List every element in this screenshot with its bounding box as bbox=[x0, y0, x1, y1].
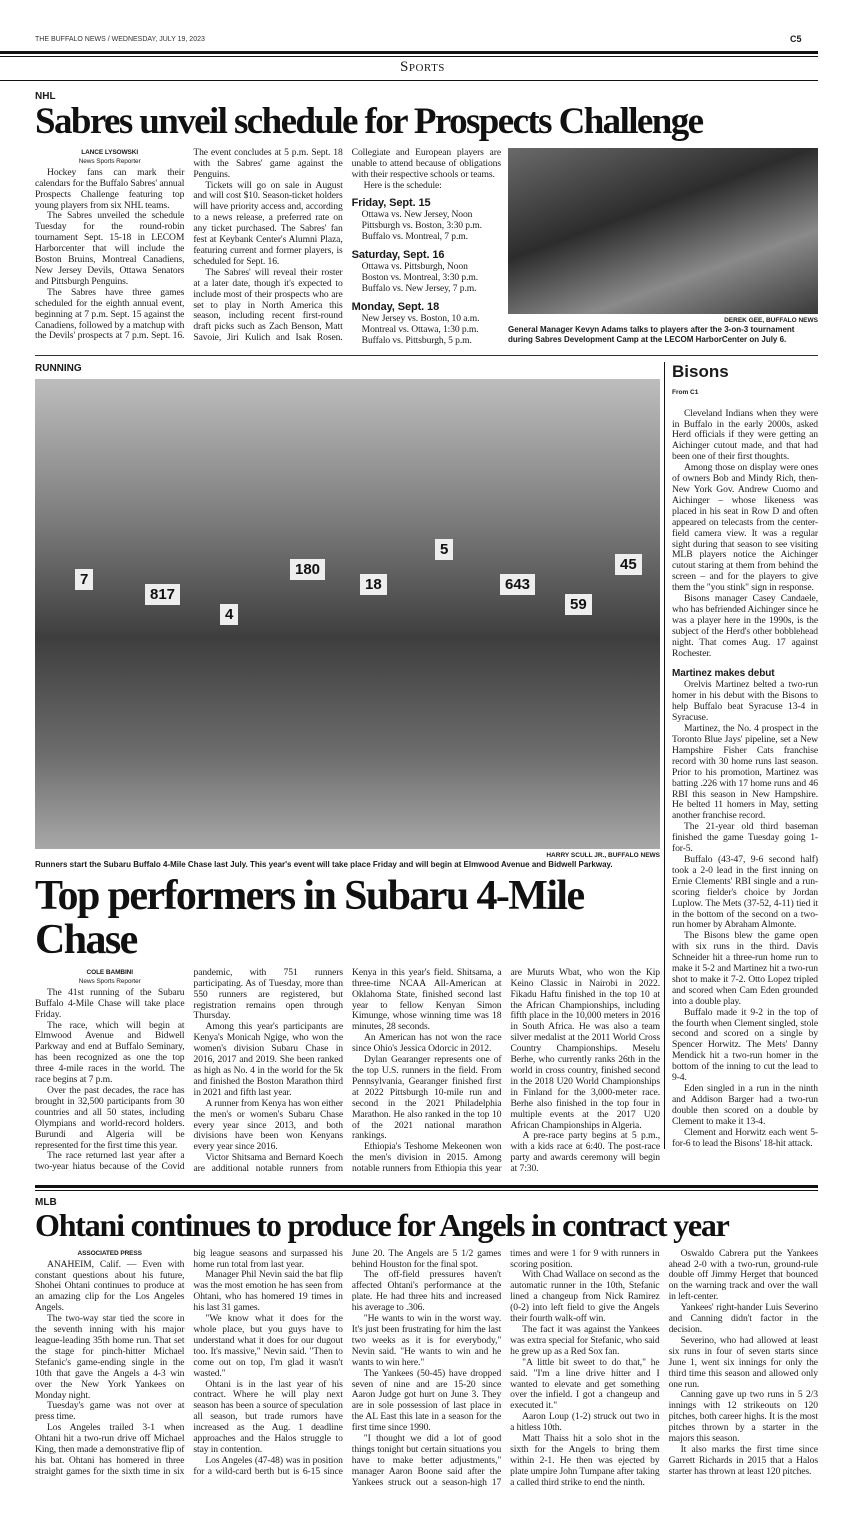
running-story bbox=[35, 362, 660, 1175]
schedule-game: Ottawa vs. New Jersey, Noon bbox=[361, 209, 473, 221]
paragraph: Among those on display were ones of owners Bob and Mindy Rich, then-New York Gov. Andrew Cuomo and Aichinger – whose likeness was placed in his seat in Row D and often appeared on telecasts from the center-field camera view. It was a regular sight during that season to see visiting MLB players notice the Aichinger cutout staring at them from behind the screen – and for the players to give them the "you stink" sign in response. bbox=[672, 462, 818, 594]
photo-credit: DEREK GEE, BUFFALO NEWS bbox=[724, 316, 818, 324]
header-rule bbox=[0, 51, 818, 57]
sabres-headline: Sabres unveil schedule for Prospects Challenge bbox=[35, 101, 703, 142]
author-title: News Sports Reporter bbox=[78, 977, 141, 985]
paragraph: Martinez, the No. 4 prospect in the Toronto Blue Jays' pipeline, set a New Hampshire Fisher Cats franchise record with 30 home runs last season. Prior to his promotion, Martinez was batting .226 with 17 home runs and 46 RBI this season in New Hampshire. He belted 11 homers in May, setting another franchise record. bbox=[672, 723, 818, 822]
paragraph: Hockey fans can mark their calendars for the Buffalo Sabres' annual Prospects Challenge featuring top young players from six NHL teams. bbox=[35, 166, 185, 211]
paragraph: Orelvis Martinez belted a two-run homer in his debut with the Bisons to help Buffalo beat Syracuse 13-4 in Syracuse. bbox=[672, 679, 818, 724]
jump-line: From C1 bbox=[672, 388, 699, 396]
paragraph: The fact it was against the Yankees was extra special for Stefanic, who said he grew up as a Red Sox fan. bbox=[510, 1323, 660, 1357]
paragraph: ANAHEIM, Calif. — Even with constant questions about his future, Shohei Ohtani continues to produce at an amazing clip for the Los Angeles Angels. bbox=[35, 1258, 185, 1314]
divider bbox=[35, 1185, 818, 1191]
dateline: THE BUFFALO NEWS / WEDNESDAY, JULY 19, 2023 bbox=[35, 36, 205, 43]
schedule-game: Buffalo vs. Montreal, 7 p.m. bbox=[361, 231, 468, 243]
paragraph: Among this year's participants are Kenya's Monicah Ngige, who won the women's division Subaru Chase in 2016, 2017 and 2019. She been ranked as high as No. 4 in the world for the 5k and finished the Boston Marathon third in 2021 and fifth last year. bbox=[193, 1021, 343, 1098]
schedule-game: Buffalo vs. Pittsburgh, 5 p.m. bbox=[361, 334, 472, 346]
author: LANCE LYSOWSKI bbox=[81, 148, 139, 156]
paragraph: "A little bit sweet to do that," he said. "I'm a line drive hitter and I wanted to elevate and get something over the infield. I got a changeup and executed it." bbox=[510, 1356, 660, 1412]
paragraph: Bisons manager Casey Candaele, who has befriended Aichinger since he was a player here in the 1990s, is the subject of the Herd's other bobblehead night. That comes Aug. 17 against Rochester. bbox=[672, 593, 818, 659]
paragraph: The race returned last year after a two-year hiatus because of the Covid pandemic, with 751 runners participating. As of Tuesday, more than 550 runners are registered, but registration remains open through Thursday. bbox=[35, 966, 343, 1173]
divider bbox=[35, 355, 818, 356]
paragraph: Canning gave up two runs in 5 2/3 innings with 12 strikeouts on 120 pitches, both career highs. It is the most pitches thrown by a starter in the majors this season. bbox=[668, 1389, 818, 1445]
paragraph: The Sabres unveiled the schedule Tuesday for the round-robin tournament Sept. 15-18 in LECOM Harborcenter that will include the Boston Bruins, Montreal Canadiens, New Jersey Devils, Ottawa Senators and Pittsburgh Penguins. bbox=[35, 210, 185, 287]
sabres-kicker: NHL bbox=[35, 91, 56, 102]
page-content bbox=[35, 90, 818, 1489]
paragraph: Ethiopia's Teshome Mekeonen won the men's division in 2015. Among notable runners from Ethiopia this year are Muruts Wbat, who won the Kip Keino Classic in Nairobi in 2022. Fikadu Haftu finished in the top 10 at the African Championships, including fifth place in the 10,000 meters in 2016 in South Africa. He was also a team silver medalist at the 2011 World Cross Country Championships. Meselu Berhe, who currently ranks 26th in the world in cross country, finished second in the 2018 U20 World Championships in Finland for the 3,000-meter race. Berhe also finished in the top four in multiple events at the 2017 U20 African Championships in Algeria. bbox=[352, 966, 660, 1175]
schedule bbox=[352, 197, 501, 346]
paragraph: An American has not won the race since Ohio's Jessica Odorcic in 2012. bbox=[352, 1032, 502, 1055]
schedule-game: Montreal vs. Ottawa, 1:30 p.m. bbox=[361, 323, 479, 335]
paragraph: Here is the schedule: bbox=[363, 179, 442, 191]
paragraph: Over the past decades, the race has brought in 32,500 participants from 30 countries and all 50 states, including Olympians and world-record holders. Burundi and Algeria will be represented for the first time this year. bbox=[35, 1084, 185, 1151]
paragraph: Los Angeles (47-48) was in position for a wild-card berth but is 6-15 since June 20. The Angels are 5 1/2 games behind Houston for the final spot. bbox=[193, 1247, 502, 1477]
photo-caption: Runners start the Subaru Buffalo 4-Mile Chase last July. This year's event will take place Friday and will begin at Elmwood Avenue and Bidwell Parkway. bbox=[35, 859, 613, 869]
photo-credit: HARRY SCULL JR., BUFFALO NEWS bbox=[546, 851, 660, 859]
runner-bib: 817 bbox=[145, 584, 180, 605]
paragraph: Oswaldo Cabrera put the Yankees ahead 2-0 with a two-run, ground-rule double off Jimmy Herget that bounced on the warning track and over the wall in left-center. bbox=[668, 1247, 818, 1303]
runner-bib: 59 bbox=[565, 594, 592, 615]
photo-caption: General Manager Kevyn Adams talks to players after the 3-on-3 tournament during Sabres Development Camp at the LECOM HarborCenter on July 6. bbox=[508, 324, 795, 344]
paragraph: The two-way star tied the score in the seventh inning with his major league-leading 35th home run. That set the stage for pinch-hitter Michael Stefanic's game-ending single in the 10th that gave the Angels a 4-3 win over the New York Yankees on Monday night. bbox=[35, 1313, 185, 1401]
running-headline: Top performers in Subaru 4-Mile Chase bbox=[35, 872, 584, 963]
page-number: C5 bbox=[790, 34, 802, 44]
paragraph: The Sabres' will reveal their roster at a later date, though it's expected to include most of their prospects who are set to play in North America this season, including recent first-round draft picks such as Zach Benson, Matt Savoie, Jiri Kulich and Isak Rosen. Collegiate and European players are unable to attend because of obligations with their respective schools or teams. bbox=[193, 146, 501, 344]
paragraph: The Bisons blew the game open with six runs in the third. Davis Schneider hit a three-run home run to make it 5-2 and Martinez hit a two-run shot to make it 7-2. Otto Lopez tripled and scored when Cam Eden grounded into a double play. bbox=[672, 930, 818, 1007]
schedule-game: Boston vs. Montreal, 3:30 p.m. bbox=[361, 272, 479, 284]
running-section bbox=[35, 362, 818, 1175]
running-photo bbox=[35, 379, 660, 849]
paragraph: Tickets will go on sale in August and will cost $10. Season-ticket holders will have priority access and, according to a news release, a preferred rate on any ticket purchased. The Sabres' fan fest at Keybank Center's Alumni Plaza, featuring current and former players, is scheduled for Sept. 16. bbox=[193, 179, 343, 267]
paragraph: Matt Thaiss hit a solo shot in the sixth for the Angels to bring them within 2-1. He then was ejected by plate umpire John Tumpane after taking a called third strike to end the ninth. bbox=[510, 1433, 660, 1488]
paragraph: Victor Shitsama and Bernard Koech are additional notable runners from Kenya in this year's field. Shitsama, a three-time NCAA All-American at Oklahoma State, finished second last year to fellow Kenyan Simon Kimunge, whose winning time was 18 minutes, 28 seconds. bbox=[193, 966, 502, 1175]
author-title: News Sports Reporter bbox=[78, 157, 141, 165]
paragraph: The Sabres have three games scheduled for the eighth annual event, beginning at 7 p.m. Sept. 15 against the Canadiens, followed by a matchup with the Devils' prospects at 7 p.m. Sept. 16. The event concludes at 5 p.m. Sept. 18 with the Sabres' game against the Penguins. bbox=[35, 146, 343, 342]
schedule-game: New Jersey vs. Boston, 10 a.m. bbox=[361, 312, 480, 324]
paragraph: Buffalo made it 9-2 in the top of the fourth when Clement singled, stole second and scored on a single by Spencer Horwitz. The Mets' Danny Mendick hit a two-run homer in the bottom of the inning to cut the lead to 9-4. bbox=[672, 1006, 818, 1084]
bisons-subhead: Martinez makes debut bbox=[672, 668, 775, 680]
sabres-photo-block bbox=[508, 148, 818, 345]
byline bbox=[35, 1249, 184, 1258]
schedule-day: Friday, Sept. 15 bbox=[351, 197, 431, 210]
paragraph: Dylan Gearanger represents one of the top U.S. runners in the field. From Pennsylvania, Gearanger finished first at 2022 Pittsburgh 10-mile run and second in the 2021 Philadelphia Marathon. He also ranked in the top 10 of the 2021 national marathon rankings. bbox=[352, 1054, 502, 1142]
runner-bib: 643 bbox=[500, 574, 535, 595]
paragraph: Clement and Horwitz each went 5-for-6 to lead the Bisons' 18-hit attack. bbox=[672, 1126, 818, 1149]
bisons-headline: Bisons bbox=[672, 361, 729, 381]
sabres-section bbox=[35, 148, 818, 347]
paragraph: With Chad Wallace on second as the automatic runner in the 10th, Stefanic lined a changeup from Nick Ramirez (0-2) into left field to give the Angels their fourth walk-off win. bbox=[510, 1269, 660, 1325]
paragraph: The Yankees (50-45) have dropped seven of nine and are 15-20 since Aaron Judge got hurt on June 3. They are in sole possession of last place in the AL East this late in a season for the first time since 1990. bbox=[351, 1367, 502, 1434]
running-article bbox=[35, 968, 660, 1175]
paragraph: Buffalo (43-47, 9-6 second half) took a 2-0 lead in the first inning on Ernie Clements' RBI single and a run-scoring fielder's choice by Jordan Luplow. The Mets (37-52, 4-11) tied it in the bottom of the second on a two-run homer by Abraham Almonte. bbox=[672, 853, 818, 931]
author: COLE BAMBINI bbox=[86, 968, 133, 976]
paragraph: Aaron Loup (1-2) struck out two in a hitless 10th. bbox=[510, 1411, 660, 1434]
mlb-kicker: MLB bbox=[35, 1197, 57, 1209]
paragraph: Eden singled in a run in the ninth and Addison Barger had a two-run double then scored on a double by Clement to make it 13-4. bbox=[672, 1083, 818, 1127]
section-rule bbox=[0, 80, 818, 81]
bisons-column bbox=[664, 362, 818, 1150]
author: ASSOCIATED PRESS bbox=[77, 1249, 142, 1257]
runner-bib: 5 bbox=[435, 539, 453, 560]
byline bbox=[35, 148, 184, 166]
section-title: Sports bbox=[400, 59, 445, 75]
sabres-article bbox=[35, 148, 501, 347]
paragraph: Tuesday's game was not over at press time. bbox=[35, 1400, 185, 1423]
sabres-photo bbox=[508, 148, 818, 314]
running-kicker: RUNNING bbox=[35, 362, 82, 374]
runner-bib: 180 bbox=[290, 559, 325, 580]
schedule-day: Saturday, Sept. 16 bbox=[351, 249, 445, 262]
bisons-article bbox=[672, 409, 818, 1150]
runner-bib: 45 bbox=[615, 554, 642, 575]
paragraph: The off-field pressures haven't affected Ohtani's performance at the plate. He had three hits and increased his average to .306. bbox=[351, 1269, 502, 1314]
schedule-game: Ottawa vs. Pittsburgh, Noon bbox=[361, 261, 468, 273]
paragraph: "We know what it does for the whole place, but you guys have to understand what it does for our dugout too. It's massive," Nevin said. "Then to come out on top, I'm glad it wasn't wasted." bbox=[193, 1313, 343, 1379]
runner-bib: 18 bbox=[360, 574, 387, 595]
byline bbox=[35, 968, 185, 986]
paragraph: The 41st running of the Subaru Buffalo 4-Mile Chase will take place Friday. bbox=[35, 986, 185, 1020]
paragraph: The race, which will begin at Elmwood Avenue and Bidwell Parkway and end at Buffalo Seminary, has been recognized as one the top three 4-mile races in the world. The race begins at 7 p.m. bbox=[35, 1019, 185, 1086]
paragraph: "I thought we did a lot of good things tonight but certain situations you have to make better adjustments," manager Aaron Boone said after the Yankees struck out a season-high 17 times and were 1 for 9 with runners in scoring position. bbox=[351, 1247, 660, 1488]
paragraph: A pre-race party begins at 5 p.m., with a kids race at 6:40. The post-race party and awards ceremony will begin at 7:30. bbox=[510, 1130, 660, 1175]
paragraph: Manager Phil Nevin said the bat flip was the most emotion he has seen from Ohtani, who has homered 19 times in his last 31 games. bbox=[193, 1269, 343, 1314]
runner-bib: 7 bbox=[75, 569, 93, 590]
paragraph: A runner from Kenya has won either the men's or women's Subaru Chase every year since 2013, and both divisions have been won Kenyans every year since 2016. bbox=[193, 1097, 343, 1153]
paragraph: Yankees' right-hander Luis Severino and Canning didn't factor in the decision. bbox=[668, 1302, 818, 1335]
paragraph: Ohtani is in the last year of his contract. Where he will play next season has been a source of speculation all season, but trade rumors have increased as the Aug. 1 deadline approaches and the Halos struggle to stay in contention. bbox=[193, 1378, 343, 1455]
paragraph: Severino, who had allowed at least six runs in four of seven starts since June 1, went six innings for only the third time this season and allowed only one run. bbox=[668, 1334, 818, 1390]
mlb-headline: Ohtani continues to produce for Angels in contract year bbox=[35, 1207, 729, 1244]
paragraph: It also marks the first time since Garrett Richards in 2015 that a Halos starter has thrown at least 120 pitches. bbox=[668, 1443, 818, 1477]
schedule-game: Pittsburgh vs. Boston, 3:30 p.m. bbox=[361, 220, 482, 232]
mlb-article bbox=[35, 1249, 818, 1489]
paragraph: The 21-year old third baseman finished the game Tuesday going 1-for-5. bbox=[672, 821, 818, 855]
paragraph: Los Angeles trailed 3-1 when Ohtani hit a two-run drive off Michael King, then made a demonstrative flip of his bat. Ohtani has homered in three straight games for the sixth time in six big league seasons and surpassed his home run total from last year. bbox=[35, 1247, 343, 1477]
paragraph: Cleveland Indians when they were in Buffalo in the early 2000s, asked Herd officials if they were getting an Aichinger cutout made, and that had been one of their first thoughts. bbox=[672, 407, 818, 463]
schedule-day: Monday, Sept. 18 bbox=[351, 300, 440, 313]
paragraph: "He wants to win in the worst way. It's just been frustrating for him the last two weeks as it is for everybody," Nevin said. "He wants to win and he wants to win here." bbox=[351, 1313, 502, 1368]
schedule-game: Buffalo vs. New Jersey, 7 p.m. bbox=[361, 283, 477, 294]
runner-bib: 4 bbox=[220, 604, 238, 625]
